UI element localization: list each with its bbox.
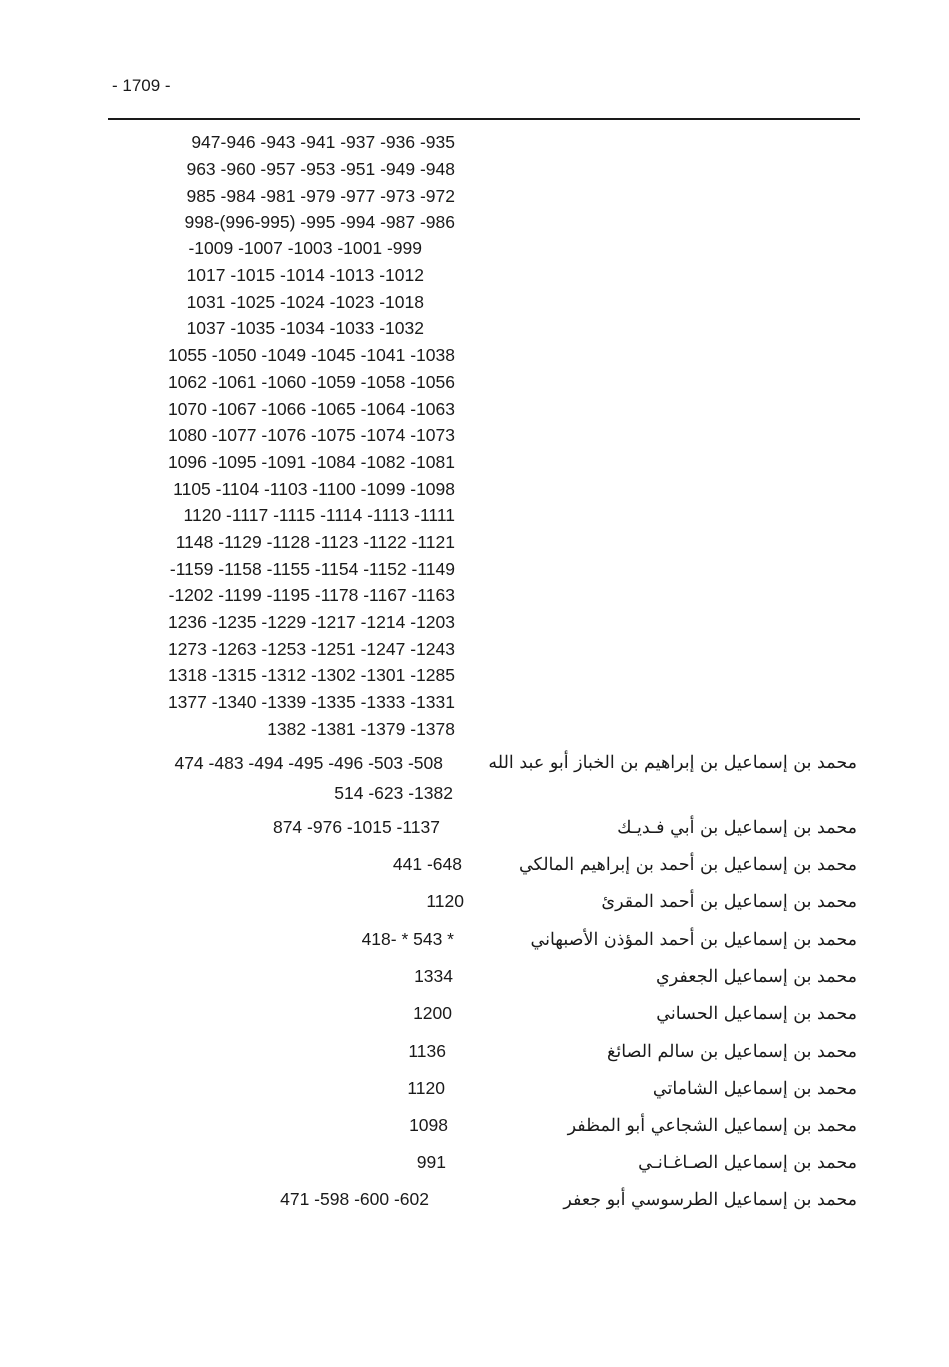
entry-name: محمد بن إسماعيل الجعفري: [656, 967, 857, 987]
reference-line: 1382 -1381 -1379 -1378: [267, 719, 455, 739]
reference-line: 1037 -1035 -1034 -1033 -1032: [186, 318, 424, 338]
entry-name: محمد بن إسماعيل بن سالم الصائغ: [607, 1042, 857, 1062]
reference-line: 1273 -1263 -1253 -1251 -1247 -1243: [167, 639, 455, 659]
entry-references: 474 -483 -494 -495 -496 -503 -508: [174, 753, 443, 773]
entry-name: محمد بن إسماعيل بن أحمد المؤذن الأصبهاني: [530, 930, 857, 950]
entry-name: محمد بن إسماعيل الصـاغـانـي: [638, 1153, 857, 1173]
entry-name: محمد بن إسماعيل الشجاعي أبو المظفر: [567, 1116, 857, 1136]
reference-line: 1017 -1015 -1014 -1013 -1012: [186, 265, 424, 285]
entry-references: 874 -976 -1015 -1137: [272, 817, 440, 837]
reference-line: -1009 -1007 -1003 -1001 -999: [188, 238, 422, 258]
entry-name: محمد بن إسماعيل الشاماتي: [652, 1079, 857, 1099]
entry-name: محمد بن إسماعيل بن أحمد بن إبراهيم المالكي: [518, 855, 857, 875]
entry-references: 471 -598 -600 -602: [280, 1189, 429, 1209]
entry-references: 441 -648: [392, 854, 462, 874]
entry-name: محمد بن إسماعيل الطرسوسي أبو جعفر: [563, 1190, 857, 1210]
entry-name: محمد بن إسماعيل بن أحمد المقرئ: [601, 892, 857, 912]
entry-references: 1120: [407, 1078, 445, 1098]
reference-line: 985 -984 -981 -979 -977 -973 -972: [186, 186, 455, 206]
reference-line: 1080 -1077 -1076 -1075 -1074 -1073: [167, 425, 455, 445]
reference-line: -1202 -1199 -1195 -1178 -1167 -1163: [168, 585, 455, 605]
reference-line: 1377 -1340 -1339 -1335 -1333 -1331: [167, 692, 455, 712]
entry-name: محمد بن إسماعيل بن أبي فـديـك: [617, 818, 857, 838]
entry-references: 1136: [408, 1041, 446, 1061]
reference-line: 1096 -1095 -1091 -1084 -1082 -1081: [167, 452, 455, 472]
reference-line: 1105 -1104 -1103 -1100 -1099 -1098: [173, 479, 455, 499]
entry-name: محمد بن إسماعيل بن إبراهيم بن الخباز أبو عبد الله: [488, 753, 857, 773]
entry-references: 991: [416, 1152, 446, 1172]
page-number: - 1709 -: [112, 76, 171, 95]
reference-line: 1055 -1050 -1049 -1045 -1041 -1038: [167, 345, 455, 365]
reference-line: 947-946 -943 -941 -937 -936 -935: [191, 132, 455, 152]
reference-line: -1159 -1158 -1155 -1154 -1152 -1149: [169, 559, 455, 579]
reference-line: 1031 -1025 -1024 -1023 -1018: [186, 292, 424, 312]
entry-references: 418- * 543 *: [361, 929, 454, 949]
reference-line: 1062 -1061 -1060 -1059 -1058 -1056: [167, 372, 455, 392]
reference-line: 1120 -1117 -1115 -1114 -1113 -1111: [183, 505, 455, 525]
entry-references: 1200: [413, 1003, 452, 1023]
entry-references: 1334: [414, 966, 453, 986]
entry-references: 514 -623 -1382: [334, 783, 453, 803]
reference-line: 1148 -1129 -1128 -1123 -1122 -1121: [175, 532, 455, 552]
reference-line: 1318 -1315 -1312 -1302 -1301 -1285: [167, 665, 455, 685]
entry-references: 1098: [409, 1115, 448, 1135]
entry-references: 1120: [426, 891, 464, 911]
reference-line: 1236 -1235 -1229 -1217 -1214 -1203: [167, 612, 455, 632]
reference-line: 998-(996-995) -995 -994 -987 -986: [184, 212, 455, 232]
reference-line: 1070 -1067 -1066 -1065 -1064 -1063: [167, 399, 455, 419]
reference-line: 963 -960 -957 -953 -951 -949 -948: [186, 159, 455, 179]
entry-name: محمد بن إسماعيل الحساني: [656, 1004, 857, 1024]
header-rule: [108, 118, 860, 120]
